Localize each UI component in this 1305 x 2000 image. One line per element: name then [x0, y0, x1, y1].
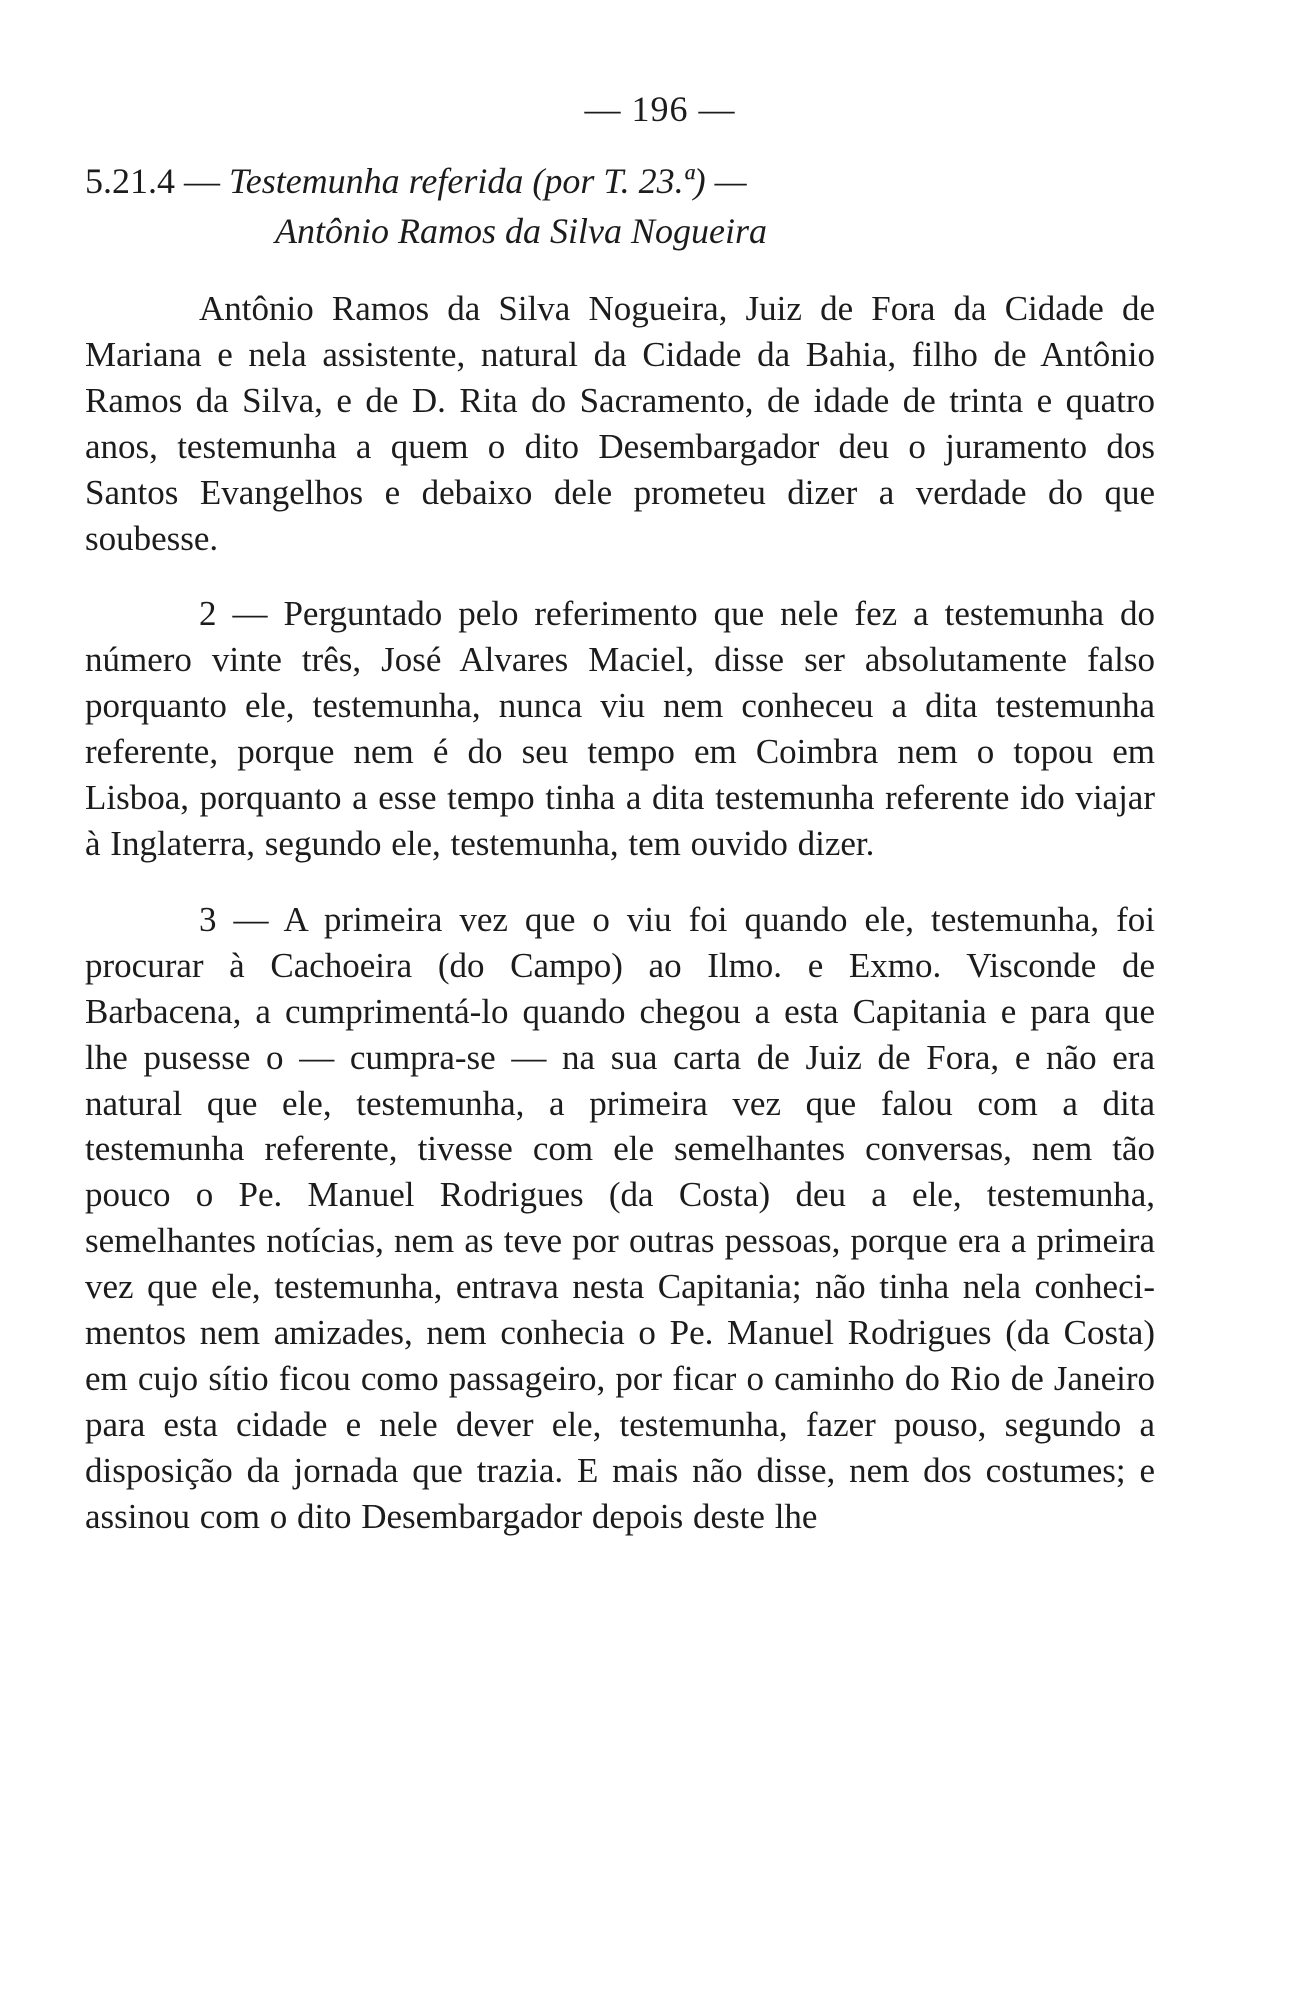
page-number: — 196 —: [584, 89, 736, 129]
document-page: [85, 88, 1155, 1570]
section-number: 5.21.4: [85, 161, 175, 201]
section-dash: —: [175, 161, 229, 201]
section-subtitle: Antônio Ramos da Silva Nogueira: [275, 211, 767, 251]
paragraph-2: 2 — Perguntado pelo referimento que nele fez a testemunha do número vinte três, José Alvares Maciel, disse ser absolutamente falso porquanto ele, testemunha, nunca viu nem conheceu a dita testemunha referente, porque nem é do seu tempo em Coimbra nem o topou em Lisboa, porquanto a esse tempo tinha a dita testemunha referente ido viajar à Inglaterra, segundo ele, testemunha, tem ouvido dizer.: [85, 594, 1155, 863]
paragraph-intro: Antônio Ramos da Silva Nogueira, Juiz de Fora da Cidade de Mariana e nela assistente, natural da Cidade da Bahia, filho de Antônio Ramos da Silva, e de D. Rita do Sacramento, de idade de trinta e quatro anos, testemunha a quem o dito Desembargador deu o juramento dos Santos Evangelhos e debaixo dele prometeu dizer a verdade do que soubesse.: [85, 289, 1155, 558]
section-title: Testemunha referida (por T. 23.ª) —: [229, 161, 747, 201]
paragraph-3: 3 — A primeira vez que o viu foi quando ele, testemunha, foi procurar à Cachoeira (do Campo) ao Ilmo. e Exmo. Visconde de Barbacena, a cumprimentá-lo quando chegou a esta Capitania e para que lhe pusesse o — cumpra-se — na sua carta de Juiz de Fora, e não era natural que ele, testemunha, a primeira vez que falou com a dita testemunha referente, tivesse com ele semelhantes conversas, nem tão pouco o Pe. Manuel Rodrigues (da Costa) deu a ele, testemunha, semelhantes notícias, nem as teve por outras pessoas, porque era a primeira vez que ele, testemunha, entrava nesta Capitania; não tinha nela conhecimentos nem amizades, nem conhecia o Pe. Manuel Rodrigues (da Costa) em cujo sítio ficou como passageiro, por ficar o caminho do Rio de Janeiro para esta cidade e nele dever ele, testemunha, fazer pouso, segundo a disposição da jornada que trazia. E mais não disse, nem dos costumes; e assinou com o dito Desembargador depois deste lhe: [85, 899, 1155, 1536]
section-heading: [85, 156, 1155, 206]
